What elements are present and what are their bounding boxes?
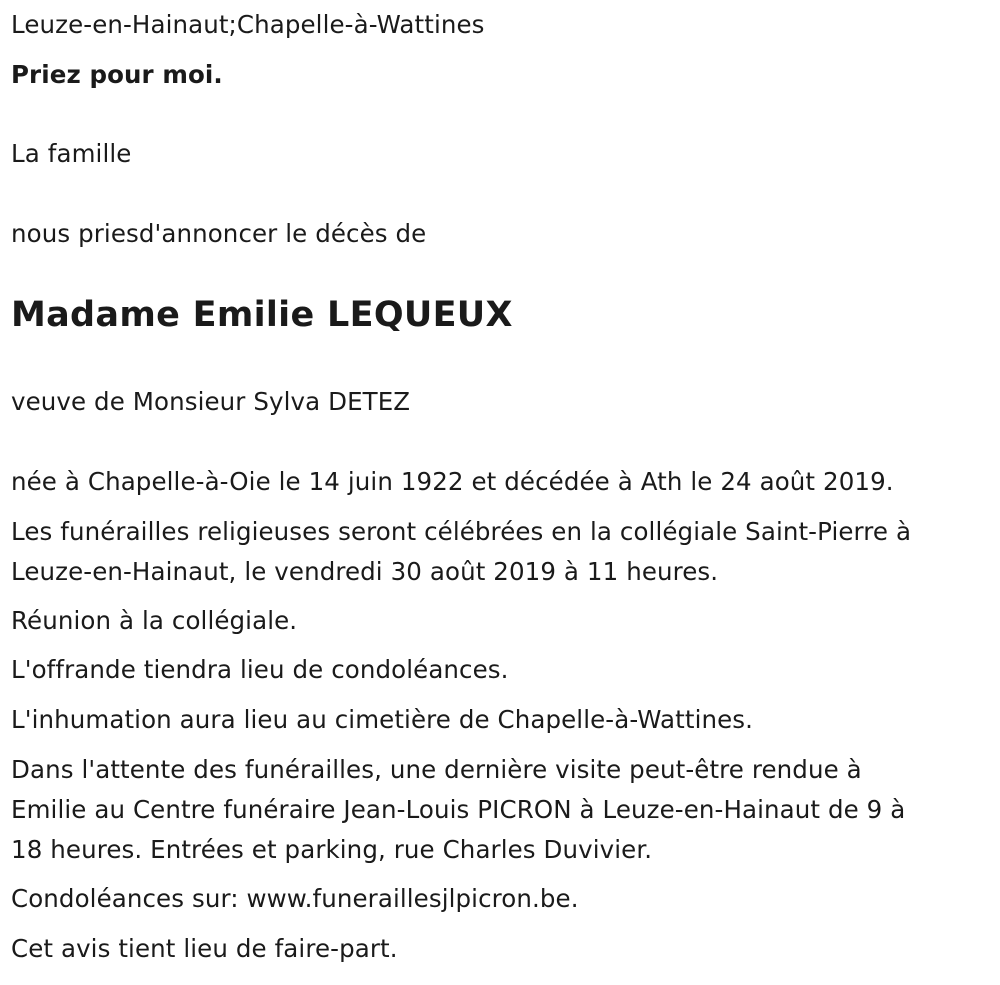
closing-note: Cet avis tient lieu de faire-part. [11, 934, 398, 963]
deceased-name: Madame Emilie LEQUEUX [11, 295, 513, 335]
widow-of: veuve de Monsieur Sylva DETEZ [11, 387, 411, 416]
visit-line-2: Emilie au Centre funéraire Jean-Louis PICRON à Leuze-en-Hainaut de 9 à [11, 795, 906, 824]
meeting-place: Réunion à la collégiale. [11, 606, 298, 635]
condolences-link: Condoléances sur: www.funeraillesjlpicron.be. [11, 884, 579, 913]
funeral-details-line-2: Leuze-en-Hainaut, le vendredi 30 août 2019 à 11 heures. [11, 557, 719, 586]
prayer: Priez pour moi. [11, 60, 223, 89]
birth-death-dates: née à Chapelle-à-Oie le 14 juin 1922 et décédée à Ath le 24 août 2019. [11, 467, 894, 496]
offering-note: L'offrande tiendra lieu de condoléances. [11, 655, 509, 684]
visit-line-3: 18 heures. Entrées et parking, rue Charles Duvivier. [11, 835, 653, 864]
announcement: nous priesd'annoncer le décès de [11, 219, 427, 248]
burial-note: L'inhumation aura lieu au cimetière de Chapelle-à-Wattines. [11, 705, 754, 734]
family-label: La famille [11, 139, 132, 168]
funeral-details-line-1: Les funérailles religieuses seront célébrées en la collégiale Saint-Pierre à [11, 517, 912, 546]
locations: Leuze-en-Hainaut;Chapelle-à-Wattines [11, 10, 485, 39]
visit-line-1: Dans l'attente des funérailles, une dernière visite peut-être rendue à [11, 755, 862, 784]
